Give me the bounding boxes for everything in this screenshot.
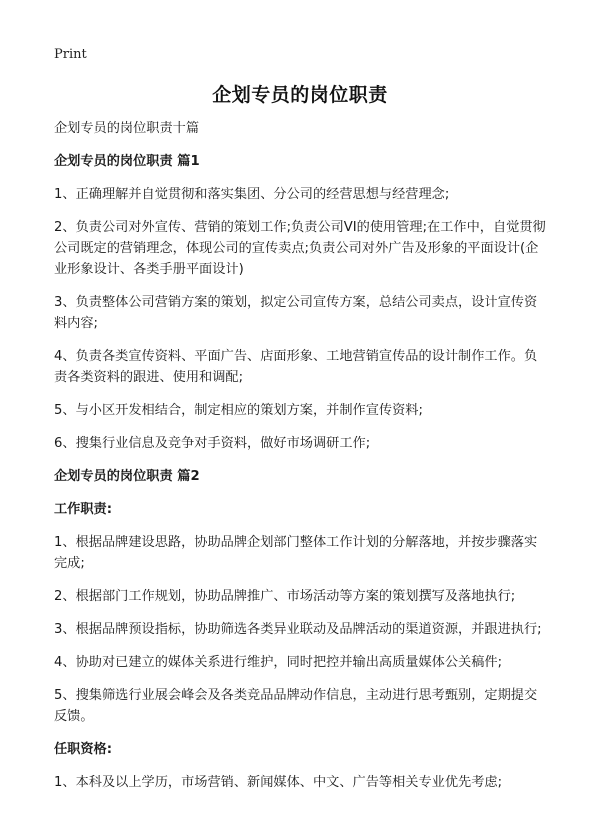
qualifications-heading: 任职资格: [54, 742, 113, 757]
list-item: 2、负责公司对外宣传、营销的策划工作;负责公司VI的使用管理;在工作中，自觉贯彻公司既定的营销理念，体现公司的宣传卖点;负责公司对外广告及形象的平面设计(企业形象设计、各类手册平面设计) [54, 220, 546, 277]
list-item: 1、本科及以上学历，市场营销、新闻媒体、中文、广告等相关专业优先考虑; [54, 775, 503, 790]
print-label: Print [54, 47, 87, 62]
list-item: 1、根据品牌建设思路，协助品牌企划部门整体工作计划的分解落地，并按步骤落实完成; [54, 535, 538, 571]
list-item: 2、根据部门工作规划，协助品牌推广、市场活动等方案的策划撰写及落地执行; [54, 589, 516, 604]
document-body [54, 118, 548, 805]
list-item: 3、根据品牌预设指标，协助筛选各类异业联动及品牌活动的渠道资源，并跟进执行; [54, 622, 542, 637]
section-heading-1: 企划专员的岗位职责 篇1 [54, 154, 200, 169]
duties-heading: 工作职责: [54, 502, 113, 517]
list-item: 6、搜集行业信息及竞争对手资料，做好市场调研工作; [54, 436, 371, 451]
page-title: 企划专员的岗位职责 [212, 84, 388, 106]
list-item: 3、负责整体公司营销方案的策划，拟定公司宣传方案，总结公司卖点，设计宣传资料内容; [54, 295, 538, 331]
list-item: 5、与小区开发相结合，制定相应的策划方案，并制作宣传资料; [54, 403, 423, 418]
list-item: 5、搜集筛选行业展会峰会及各类竞品品牌动作信息，主动进行思考甄别，定期提交反馈。 [54, 688, 538, 724]
list-item: 4、协助对已建立的媒体关系进行维护，同时把控并输出高质量媒体公关稿件; [54, 655, 503, 670]
list-item: 1、正确理解并自觉贯彻和落实集团、分公司的经营思想与经营理念; [54, 187, 450, 202]
section-heading-2: 企划专员的岗位职责 篇2 [54, 469, 200, 484]
list-item: 4、负责各类宣传资料、平面广告、店面形象、工地营销宣传品的设计制作工作。负责各类资料的跟进、使用和调配; [54, 349, 538, 385]
document-subtitle: 企划专员的岗位职责十篇 [54, 121, 200, 136]
